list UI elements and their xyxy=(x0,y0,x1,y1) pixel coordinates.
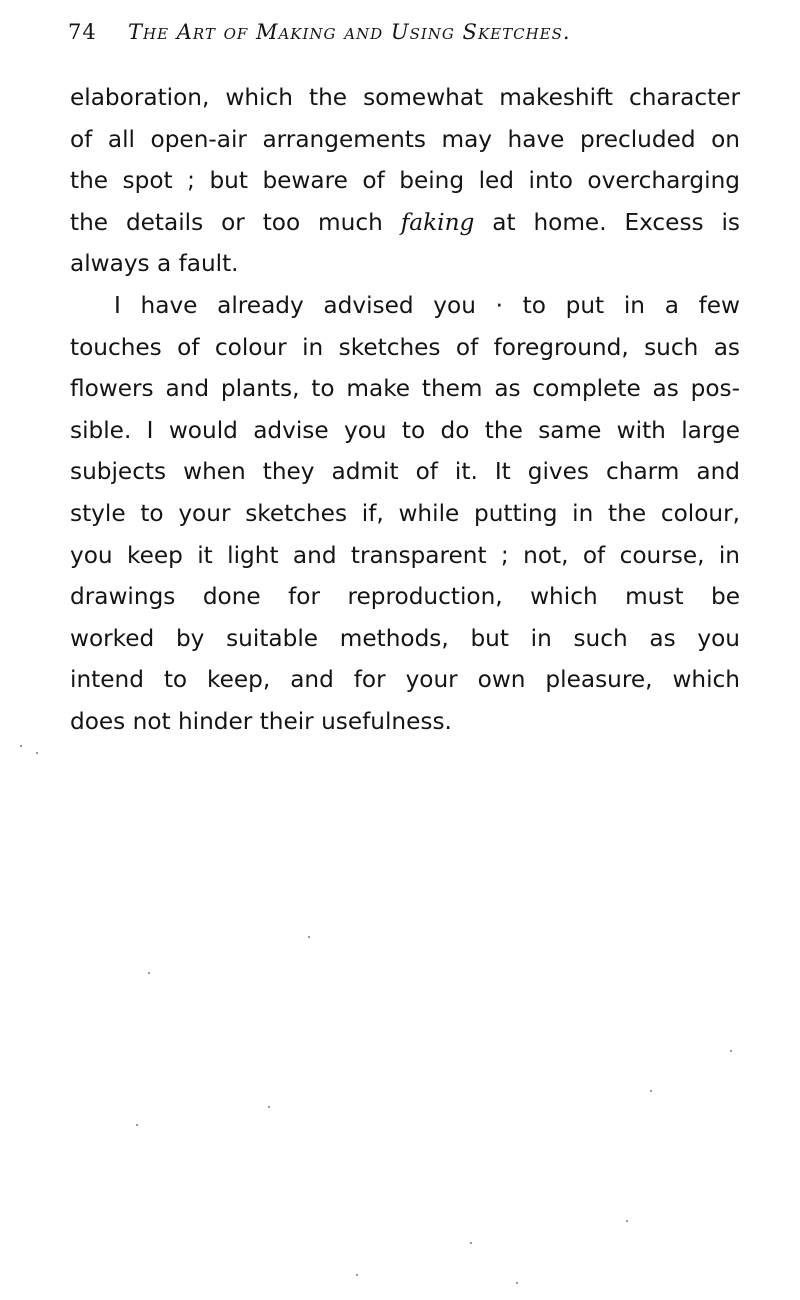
text-line: flowers and plants, to make them as complete as pos- xyxy=(70,375,740,403)
text-line-with-italic xyxy=(70,202,740,244)
italic-word: faking xyxy=(400,208,475,236)
text-line: style to your sketches if, while putting in the colour, xyxy=(70,499,740,527)
paper-speck xyxy=(36,752,38,754)
text-line: intend to keep, and for your own pleasure, which xyxy=(70,666,740,694)
text-line: I have already advised you · to put in a few xyxy=(114,291,740,319)
paragraph-1 xyxy=(70,77,740,285)
text-line: the spot ; but beware of being led into overcharging xyxy=(70,167,740,195)
paper-speck xyxy=(470,1242,472,1244)
paper-speck xyxy=(148,972,150,974)
text-line: subjects when they admit of it. It gives charm and xyxy=(70,458,740,486)
paper-speck xyxy=(650,1090,652,1092)
text-fragment: the details or too much xyxy=(70,208,383,236)
body-text xyxy=(70,77,740,743)
text-line: touches of colour in sketches of foreground, such as xyxy=(70,333,740,361)
paper-speck xyxy=(730,1050,732,1052)
page-number: 74 xyxy=(68,20,97,44)
paper-speck xyxy=(626,1220,628,1222)
text-line: sible. I would advise you to do the same with large xyxy=(70,416,740,444)
text-line: does not hinder their usefulness. xyxy=(70,707,452,735)
text-line: you keep it light and transparent ; not, of course, in xyxy=(70,541,740,569)
paper-speck xyxy=(516,1282,518,1284)
paper-speck xyxy=(268,1106,270,1108)
text-line: of all open-air arrangements may have precluded on xyxy=(70,125,740,153)
running-title: The Art of Making and Using Sketches. xyxy=(128,20,571,44)
text-line: drawings done for reproduction, which must be xyxy=(70,583,740,611)
text-line: elaboration, which the somewhat makeshift character xyxy=(70,84,740,111)
paper-speck xyxy=(356,1274,358,1276)
running-head xyxy=(68,20,740,44)
paper-speck xyxy=(308,936,310,938)
paper-speck xyxy=(20,745,22,747)
paper-speck xyxy=(136,1124,138,1126)
text-line: worked by suitable methods, but in such as you xyxy=(70,624,740,652)
paragraph-2 xyxy=(70,285,740,743)
text-fragment: at home. Excess is xyxy=(492,208,741,236)
text-line: always a fault. xyxy=(70,250,239,278)
